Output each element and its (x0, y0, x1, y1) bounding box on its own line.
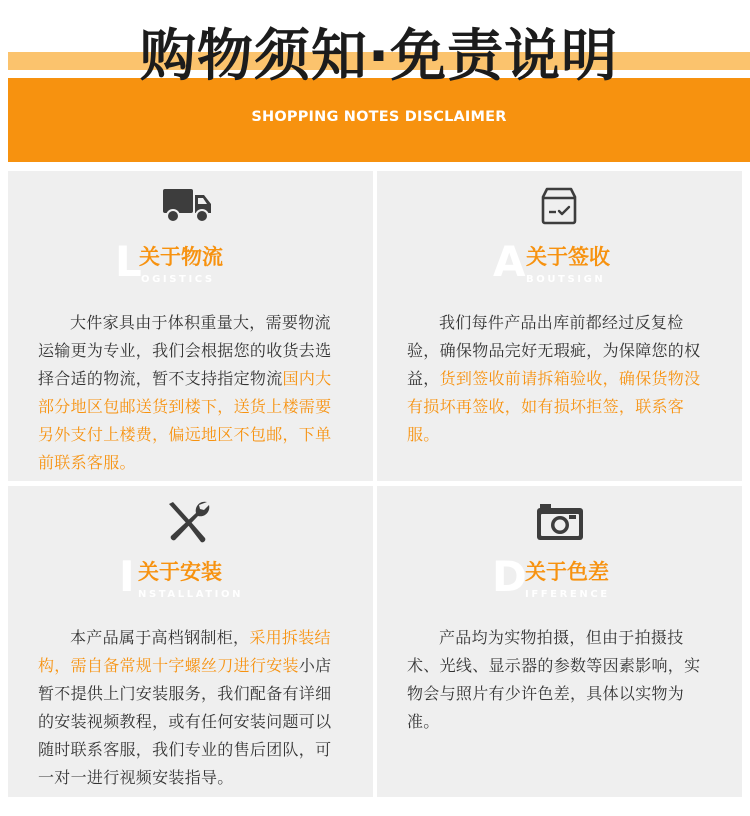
installation-text-after: 小店暂不提供上门安装服务，我们配备有详细的安装视频教程，或有任何安装问题可以随时联系客服，我们专业的售后团队，可一对一进行视频安装指导。 (38, 656, 332, 787)
color-difference-card (377, 486, 742, 797)
page-subtitle: SHOPPING NOTES DISCLAIMER (251, 109, 507, 125)
logistics-text-highlight: 国内大部分地区包邮送货到楼下，送货上楼需要另外支付上楼费，偏远地区不包邮，下单前联系客服。 (38, 369, 332, 472)
installation-initial-letter: I (119, 552, 135, 601)
page-title: 购物须知·免责说明 (139, 24, 619, 89)
color-difference-title: 关于色差 (525, 560, 609, 584)
logistics-text-normal: 大件家具由于体积重量大，需要物流运输更为专业，我们会根据您的收货去选择合适的物流，暂不支持指定物流 (38, 313, 332, 388)
receipt-heading (377, 237, 742, 297)
receipt-text (407, 309, 715, 449)
color-difference-title-en: IFFERENCE (525, 589, 610, 600)
logistics-text (38, 309, 346, 477)
installation-heading (8, 552, 373, 612)
installation-title: 关于安装 (138, 560, 222, 584)
color-difference-heading (377, 552, 742, 612)
package-check-icon (541, 187, 577, 225)
installation-text-highlight: 采用拆装结构，需自备常规十字螺丝刀进行安装 (38, 628, 331, 675)
installation-title-en: NSTALLATION (138, 589, 244, 600)
receipt-title: 关于签收 (526, 245, 610, 269)
truck-icon (163, 187, 213, 225)
color-difference-text-normal: 产品均为实物拍摄，但由于拍摄技术、光线、显示器的参数等因素影响，实物会与照片有少许色差，具体以实物为准。 (407, 628, 701, 731)
receipt-text-normal: 我们每件产品出库前都经过反复检验，确保物品完好无瑕疵，为保障您的权益， (407, 313, 701, 388)
receipt-card (377, 171, 742, 481)
logistics-title: 关于物流 (139, 245, 223, 269)
installation-text (38, 624, 346, 792)
header-banner (8, 0, 750, 162)
logistics-initial-letter: L (115, 237, 142, 286)
color-difference-text (407, 624, 715, 736)
logistics-card (8, 171, 373, 481)
installation-text-normal: 本产品属于高档钢制柜， (70, 628, 250, 647)
color-difference-initial-letter: D (492, 552, 527, 601)
receipt-initial-letter: A (493, 237, 526, 286)
receipt-title-en: BOUTSIGN (526, 274, 606, 285)
tools-icon (163, 498, 213, 546)
logistics-heading (8, 237, 373, 297)
logistics-title-en: OGISTICS (141, 274, 215, 285)
receipt-text-highlight: 货到签收前请拆箱验收，确保货物没有损坏再签收，如有损坏拒签，联系客服。 (407, 369, 701, 444)
camera-icon (536, 502, 584, 542)
installation-card (8, 486, 373, 797)
